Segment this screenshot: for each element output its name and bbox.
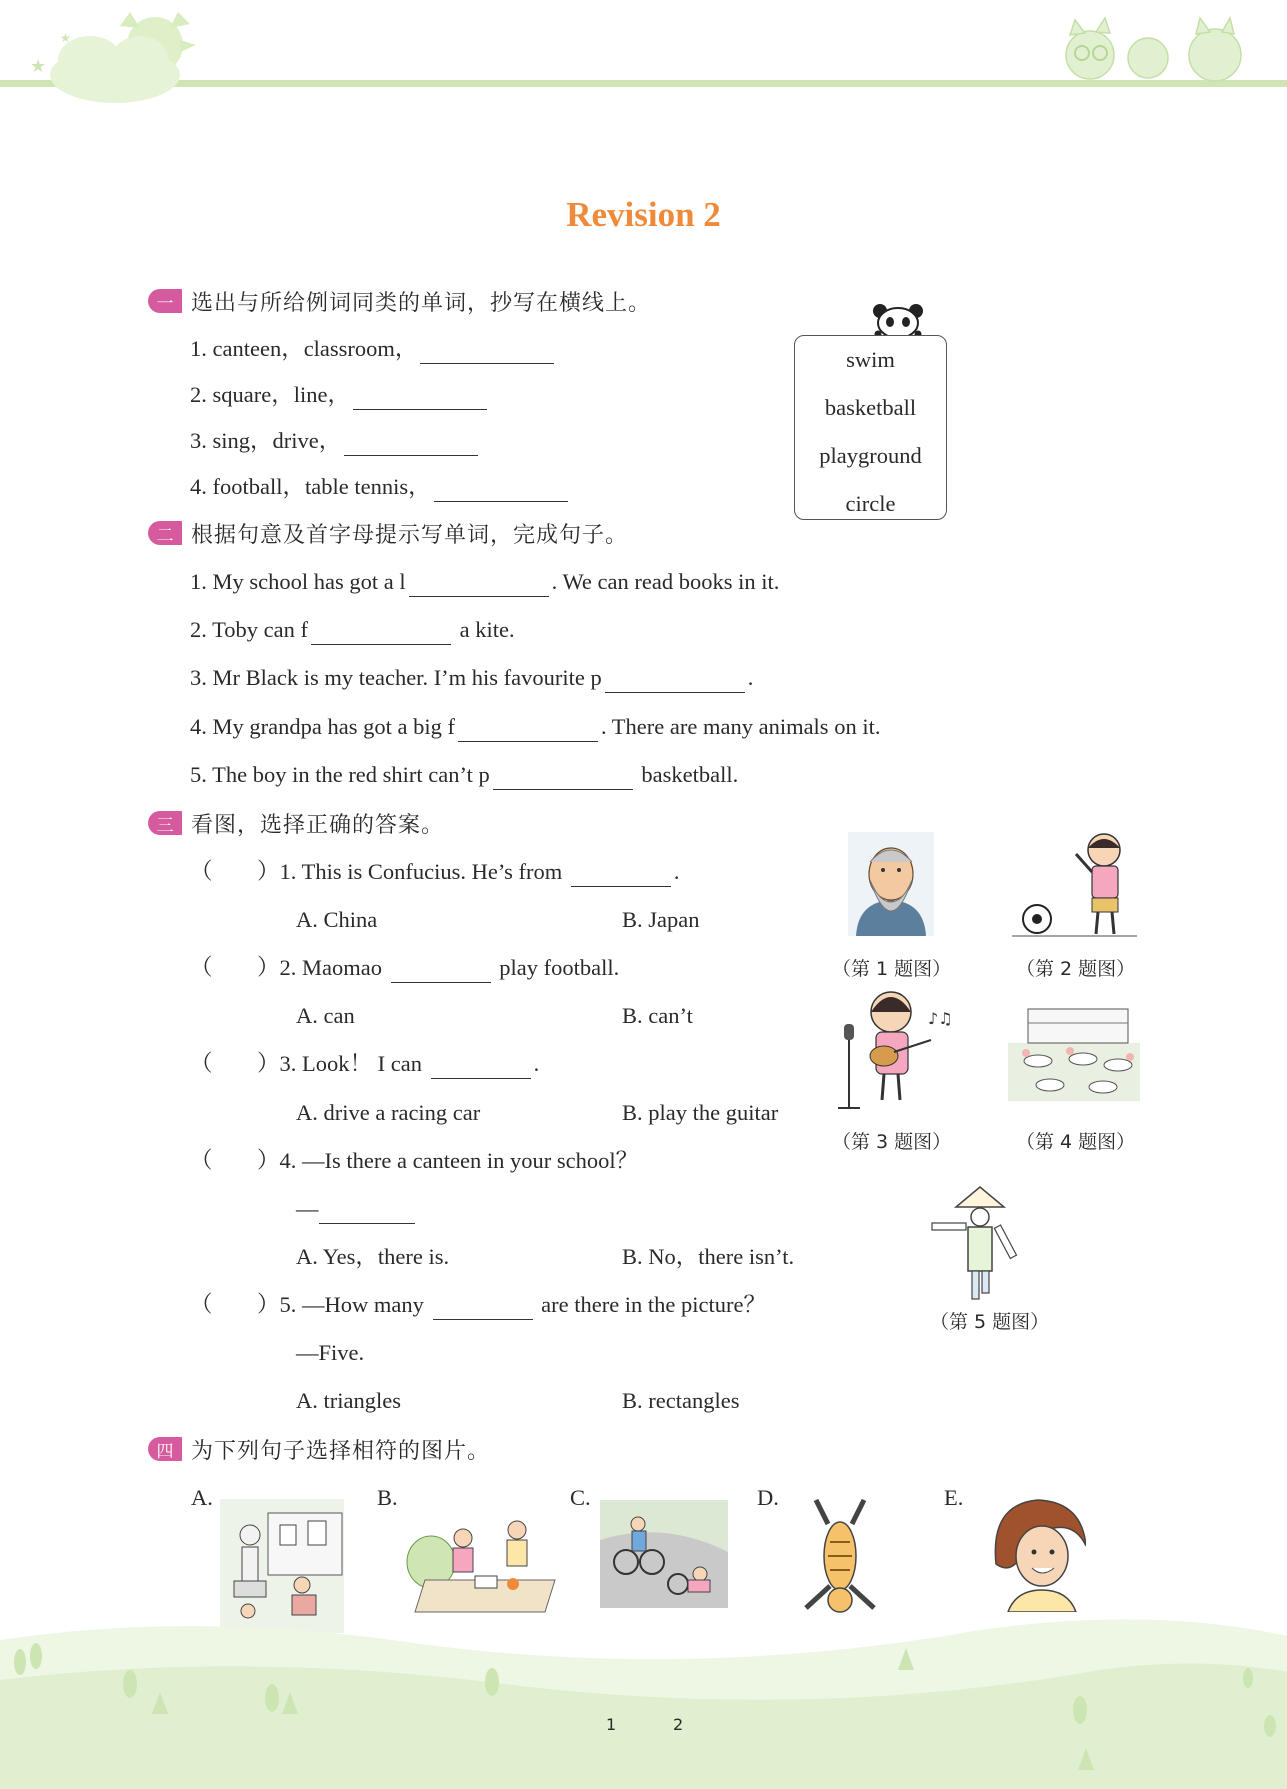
section-instruction: 选出与所给例词同类的单词，抄写在横线上。 [191, 290, 652, 316]
reply-line: —Five. [296, 1340, 365, 1365]
word-box [794, 335, 947, 520]
picture-caption: （第 5 题图） [930, 1311, 1050, 1333]
option-a[interactable]: A. can [296, 1003, 355, 1028]
option-b[interactable]: B. rectangles [622, 1388, 740, 1413]
page-number: 1 [606, 1715, 617, 1734]
picture-caption: （第 1 题图） [832, 958, 952, 980]
girl-football-picture [1012, 830, 1137, 938]
answer-paren[interactable]: （ [190, 1292, 213, 1317]
answer-blank [571, 862, 671, 887]
header-decoration [0, 0, 1287, 110]
choice-label: B. [377, 1485, 398, 1510]
cycling-picture[interactable] [600, 1500, 728, 1608]
woman-face-picture[interactable] [990, 1494, 1086, 1612]
section-3-heading [148, 808, 444, 838]
answer-blank[interactable] [409, 572, 549, 597]
answer-blank[interactable] [353, 385, 487, 410]
picture-caption: （第 4 题图） [1016, 1131, 1136, 1153]
option-b[interactable]: B. play the guitar [622, 1100, 779, 1125]
choice-label: E. [944, 1485, 964, 1510]
part2-item: 5. The boy in the red shirt can’t p basketball. [190, 760, 738, 790]
confucius-picture [848, 832, 934, 936]
section-1-heading [148, 286, 651, 316]
answer-paren[interactable]: （ [190, 859, 213, 884]
panda-icon [872, 303, 924, 335]
part2-item: 2. Toby can f a kite. [190, 615, 515, 645]
answer-blank[interactable] [458, 717, 598, 742]
section-instruction: 看图，选择正确的答案。 [191, 812, 445, 838]
answer-paren[interactable]: （ [190, 1051, 213, 1076]
question-1: ）1. This is Confucius. He’s from . [257, 857, 679, 887]
girl-guitar-picture [836, 988, 956, 1112]
option-a[interactable]: A. Yes，there is. [296, 1244, 450, 1269]
word-option: circle [845, 491, 896, 516]
option-b[interactable]: B. No，there isn’t. [622, 1244, 795, 1269]
svg-text:★: ★ [30, 56, 47, 77]
cloud-icon [50, 36, 180, 103]
section-number: 一 [148, 289, 182, 313]
reply-line: — [296, 1194, 418, 1224]
section-2-heading [148, 518, 628, 548]
section-instruction: 根据句意及首字母提示写单词，完成句子。 [191, 522, 629, 548]
page-title: Revision 2 [566, 195, 721, 234]
picture-caption: （第 3 题图） [832, 1131, 952, 1153]
answer-blank [391, 958, 491, 983]
canteen-picture [1008, 1003, 1140, 1101]
option-a[interactable]: A. drive a racing car [296, 1100, 481, 1125]
word-option: playground [819, 443, 922, 468]
answer-blank[interactable] [344, 431, 478, 456]
picnic-picture[interactable] [405, 1510, 563, 1614]
part1-item: 3. sing，drive， [190, 426, 481, 456]
option-b[interactable]: B. can’t [622, 1003, 693, 1028]
part2-item: 4. My grandpa has got a big f . There are many animals on it. [190, 712, 880, 742]
svg-text:★: ★ [60, 31, 71, 45]
section-number: 三 [148, 811, 182, 835]
option-a[interactable]: A. China [296, 907, 378, 932]
section-4-heading [148, 1434, 490, 1464]
part2-item: 3. Mr Black is my teacher. I’m his favourite p . [190, 663, 753, 693]
question-3: ）3. Look！ I can . [257, 1049, 539, 1079]
answer-blank[interactable] [605, 668, 745, 693]
footer-landscape-decoration [0, 1600, 1287, 1789]
option-a[interactable]: A. triangles [296, 1388, 401, 1413]
answer-blank [433, 1295, 533, 1320]
answer-blank[interactable] [420, 339, 554, 364]
picture-caption: （第 2 题图） [1016, 958, 1136, 980]
question-4: ）4. —Is there a canteen in your school？ [257, 1148, 639, 1173]
choice-label: C. [570, 1485, 591, 1510]
choice-label: D. [757, 1485, 779, 1510]
answer-blank[interactable] [311, 620, 451, 645]
page-number: 2 [673, 1715, 684, 1734]
part1-item: 2. square，line， [190, 380, 490, 410]
answer-blank [431, 1054, 531, 1079]
section-instruction: 为下列句子选择相符的图片。 [191, 1438, 491, 1464]
answer-blank [319, 1199, 415, 1224]
part1-item: 4. football，table tennis， [190, 472, 571, 502]
shapes-figure-picture [930, 1185, 1030, 1303]
choice-label: A. [191, 1485, 213, 1510]
part1-item: 1. canteen，classroom， [190, 334, 557, 364]
option-b[interactable]: B. Japan [622, 907, 700, 932]
answer-blank[interactable] [493, 765, 633, 790]
question-5: ）5. —How many are there in the picture？ [257, 1290, 766, 1320]
animal-faces-icon [1066, 18, 1241, 81]
section-number: 二 [148, 521, 182, 545]
answer-blank[interactable] [434, 477, 568, 502]
section-number: 四 [148, 1437, 182, 1461]
question-2: ）2. Maomao play football. [257, 953, 619, 983]
answer-paren[interactable]: （ [190, 955, 213, 980]
word-option: swim [846, 347, 895, 372]
word-option: basketball [824, 395, 917, 420]
answer-paren[interactable]: （ [190, 1148, 213, 1173]
part2-item: 1. My school has got a l . We can read books in it. [190, 567, 779, 597]
svg-text:♪♫: ♪♫ [928, 1009, 953, 1028]
